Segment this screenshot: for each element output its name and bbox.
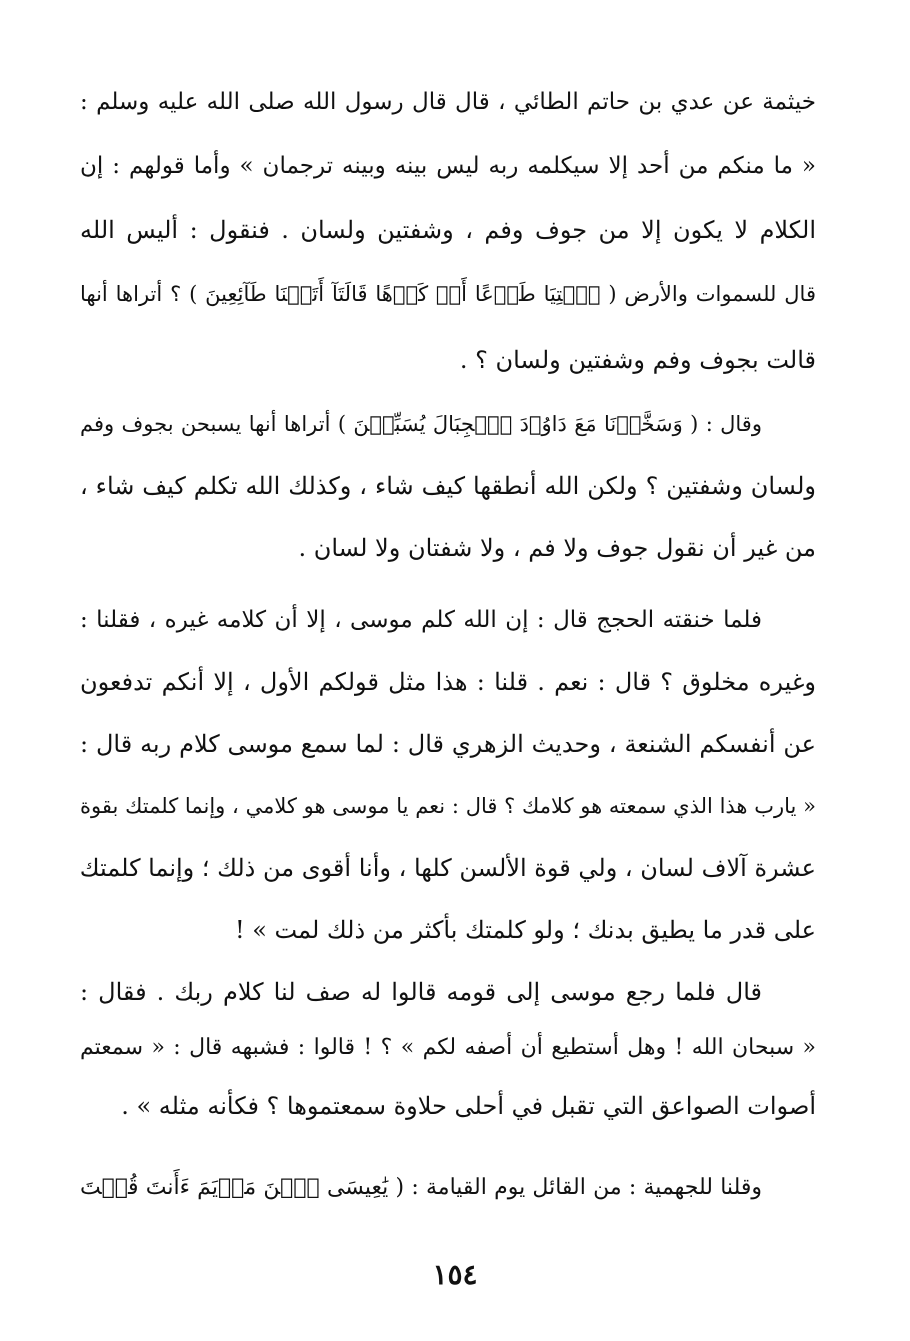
text-line: على قدر ما يطيق بدنك ؛ ولو كلمتك بأكثر من ذلك لمت » ! [234,916,816,944]
text-line: خيثمة عن عدي بن حاتم الطائي ، قال قال رسول الله صلى الله عليه وسلم : [80,89,816,115]
text-line: وقال : ( وَسَخَّرۡنَا مَعَ دَاوُۥدَ ٱلۡجِبَالَ يُسَبِّحۡنَ ) أتراها أنها يسبحن بجوف وفم [80,412,762,436]
text-line: عن أنفسكم الشنعة ، وحديث الزهري قال : لما سمع موسى كلام ربه قال : [80,730,816,758]
text-line: أصوات الصواعق التي تقبل في أحلى حلاوة سمعتموها ؟ فكأنه مثله » . [121,1092,816,1120]
text-line: « ما منكم من أحد إلا سيكلمه ربه ليس بينه وبينه ترجمان » وأما قولهم : إن [80,153,816,179]
paragraph-4 [80,972,816,1132]
text-line: قالت بجوف وفم وشفتين ولسان ؟ . [459,346,816,374]
text-line: عشرة آلاف لسان ، ولي قوة الألسن كلها ، وأنا أقوى من ذلك ؛ وإنما كلمتك [80,854,816,882]
text-line: ولسان وشفتين ؟ ولكن الله أنطقها كيف شاء ، وكذلك الله تكلم كيف شاء ، [80,472,816,500]
text-line: وقلنا للجهمية : من القائل يوم القيامة : ( يَٰعِيسَى ٱبۡنَ مَرۡيَمَ ءَأَنتَ قُلۡتَ [80,1175,762,1200]
paragraph-1 [80,82,816,374]
paragraph-3 [80,600,816,944]
text-line: وغيره مخلوق ؟ قال : نعم . قلنا : هذا مثل قولكم الأول ، إلا أنكم تدفعون [80,668,816,696]
text-line: من غير أن نقول جوف ولا فم ، ولا شفتان ولا لسان . [298,534,816,562]
text-line: قال للسموات والأرض ( ٱئۡتِيَا طَوۡعًا أَوۡ كَرۡهًا قَالَتَآ أَتَيۡنَا طَآئِعِينَ ) ؟ أتراها أنها [80,282,816,306]
paragraph-5 [80,1168,816,1212]
text-line: قال فلما رجع موسى إلى قومه قالوا له صف لنا كلام ربك . فقال : [80,978,763,1006]
text-line: « سبحان الله ! وهل أستطيع أن أصفه لكم » ؟ ! قالوا : فشبهه قال : « سمعتم [80,1035,816,1060]
text-line: « يارب هذا الذي سمعته هو كلامك ؟ قال : نعم يا موسى هو كلامي ، وإنما كلمتك بقوة [80,794,816,818]
paragraph-2 [80,404,816,564]
text-line: الكلام لا يكون إلا من جوف وفم ، وشفتين ولسان . فنقول : أليس الله [80,216,816,244]
text-line: فلما خنقته الحجج قال : إن الله كلم موسى ، إلا أن كلامه غيره ، فقلنا : [80,607,762,633]
page-number: ١٥٤ [432,1258,478,1291]
